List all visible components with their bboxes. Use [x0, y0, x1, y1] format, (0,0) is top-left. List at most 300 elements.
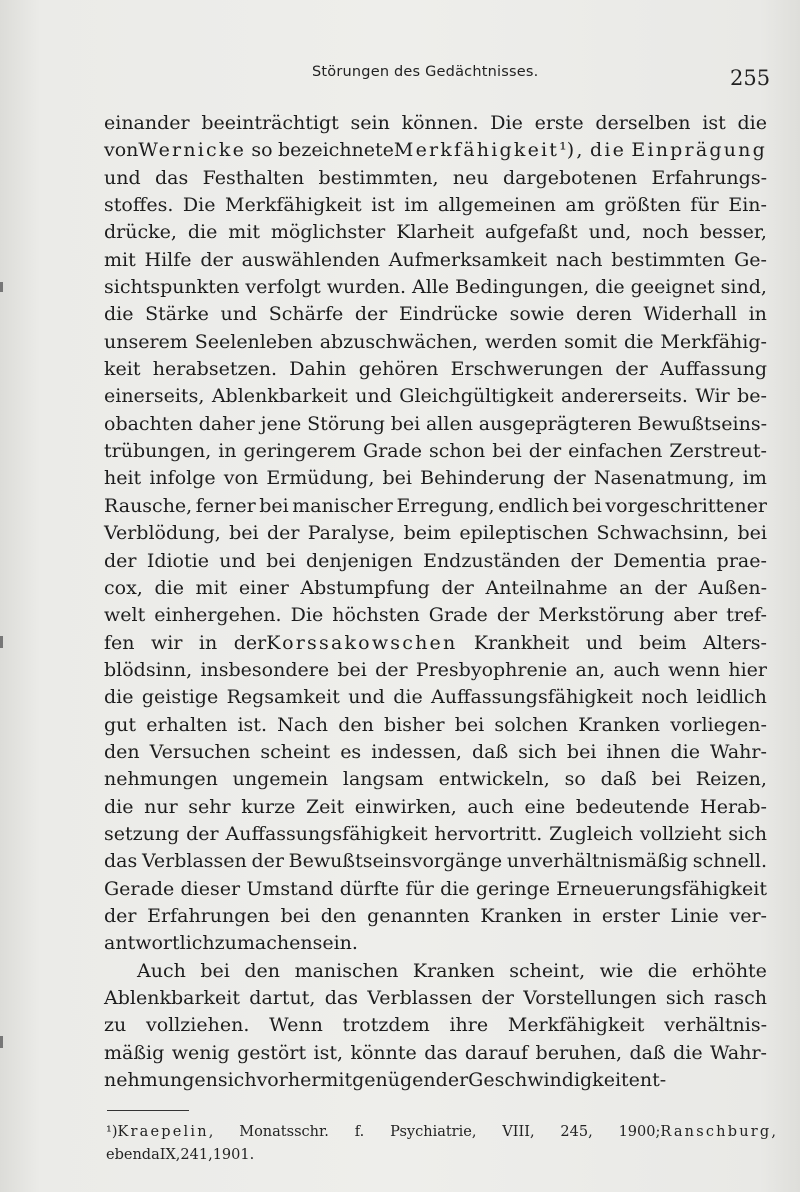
word: zu	[104, 1014, 127, 1037]
word: Kranken	[578, 713, 661, 736]
body-line	[104, 684, 767, 711]
word: gestört	[237, 1041, 307, 1064]
word: vollzieht	[639, 822, 722, 845]
word: verhältnis-	[664, 1014, 767, 1037]
word: und	[355, 385, 392, 408]
word: Grade	[428, 604, 488, 627]
word: bei	[382, 467, 412, 490]
body-line	[104, 165, 767, 192]
word: der	[266, 522, 300, 545]
word: ihnen	[606, 740, 661, 763]
word: in	[198, 631, 218, 654]
word: obachten	[104, 412, 193, 435]
word: der	[481, 987, 514, 1009]
word: bezeichneteMerkfähigkeit¹),	[277, 139, 585, 162]
word: gehören	[358, 358, 439, 381]
word: Gleichgültigkeit	[399, 385, 554, 408]
page-number: 255	[730, 66, 771, 90]
word: auswählenden	[241, 248, 380, 271]
body-line	[104, 110, 767, 137]
word: die	[595, 276, 625, 299]
word: noch	[641, 686, 688, 709]
word: der	[496, 604, 530, 627]
word: und,	[588, 221, 632, 244]
word: könnte	[350, 1041, 417, 1064]
word: Die	[182, 194, 216, 217]
word: an	[619, 576, 643, 599]
word: Ablenkbarkeit	[104, 987, 240, 1009]
word: Rausche,	[104, 494, 193, 517]
word: Wir	[695, 385, 730, 408]
word: manischen	[294, 959, 399, 982]
word: Alters-	[703, 631, 767, 654]
word: und	[348, 686, 385, 709]
word: bei	[259, 494, 289, 517]
word: Bewußtseinsvorgänge	[288, 850, 503, 873]
word: darauf	[464, 1041, 529, 1064]
word: Auffassungsfähigkeit	[431, 686, 634, 709]
word: fen	[104, 631, 135, 654]
word: bestimmten	[611, 248, 726, 271]
word: heit	[104, 467, 142, 490]
word: sich	[665, 987, 705, 1009]
word: einhergehen.	[154, 604, 282, 627]
footnote-rule	[107, 1110, 189, 1111]
word: Merkstörung	[538, 604, 665, 627]
word: Schwachsinn,	[596, 522, 730, 545]
word: sowie	[509, 303, 565, 326]
word: abzuschwächen,	[319, 330, 479, 353]
word: machen	[236, 932, 313, 955]
word: erster	[601, 904, 660, 927]
word: besser,	[699, 221, 767, 244]
word: Wenn	[269, 1014, 323, 1037]
word: bei	[737, 522, 767, 545]
word: denjenigen	[306, 549, 413, 572]
word: Zugleich	[549, 822, 634, 845]
body-line	[104, 1067, 767, 1094]
word: drücke,	[104, 221, 177, 244]
word: Widerhall	[643, 303, 737, 326]
word: Kranken	[412, 959, 495, 982]
word: wenn	[668, 658, 721, 681]
word: bei	[651, 768, 682, 791]
word: geistige	[141, 686, 219, 709]
word: in	[748, 303, 767, 326]
word: Wahr-	[709, 740, 767, 763]
word: Kranken	[480, 904, 563, 927]
word: genannten	[367, 904, 470, 927]
word: erhöhte	[691, 959, 767, 982]
word: der	[615, 358, 648, 381]
body-line	[104, 274, 767, 301]
word: der	[553, 467, 586, 490]
body-line	[104, 301, 767, 328]
word: der	[570, 549, 604, 572]
scan-edge-mark	[0, 1036, 3, 1048]
word: Erregung,	[396, 494, 495, 517]
word: die	[589, 139, 627, 162]
word: Presbyophrenie	[415, 658, 568, 681]
body-line	[104, 794, 767, 821]
word: Auffassung	[660, 358, 767, 381]
word: blödsinn,	[104, 658, 193, 681]
word: andererseits.	[561, 385, 688, 408]
word: 1900;Ranschburg,	[618, 1124, 776, 1140]
word: Die	[290, 604, 324, 627]
body-line	[104, 848, 767, 875]
word: trotzdem	[342, 1014, 430, 1037]
word: Idiotie	[146, 549, 209, 572]
word: nur	[144, 795, 178, 818]
word: ist.	[237, 713, 267, 736]
word: Krankheit	[473, 631, 570, 654]
word: Einprägung	[631, 139, 767, 162]
word: sein	[350, 112, 390, 134]
word: der	[104, 904, 137, 927]
word: für	[405, 877, 434, 900]
word: Linie	[670, 904, 719, 927]
word: die	[440, 877, 470, 900]
word: bisher	[384, 713, 445, 736]
word: einfachen	[568, 440, 663, 463]
word: allen	[425, 412, 473, 435]
word: unverhältnismäßig	[506, 850, 688, 873]
word: IX,	[159, 1147, 181, 1163]
word: sich	[518, 740, 557, 763]
word: bei	[390, 412, 421, 435]
body-text	[104, 110, 767, 1094]
word: rasch	[713, 987, 767, 1009]
word: die	[104, 686, 134, 709]
word: entwickeln,	[438, 768, 550, 791]
body-line	[104, 602, 767, 629]
word: Grade	[363, 440, 423, 463]
body-line	[104, 657, 767, 684]
word: Reizen,	[695, 768, 767, 791]
word: langsam	[342, 768, 424, 791]
word: Aufmerksamkeit	[388, 248, 548, 271]
body-line	[104, 438, 767, 465]
word: bei	[229, 522, 259, 545]
word: ihre	[449, 1014, 489, 1037]
word: ist	[371, 194, 395, 217]
word: die	[647, 959, 678, 982]
word: können.	[401, 112, 479, 134]
body-line	[104, 493, 767, 520]
word: bei	[337, 658, 367, 681]
word: den	[244, 959, 281, 982]
word: beeinträchtigt	[201, 112, 339, 134]
word: bestimmten,	[318, 166, 439, 189]
word: die	[670, 740, 700, 763]
word: prae-	[716, 549, 767, 572]
word: der	[104, 549, 137, 572]
word: Vorstellungen	[523, 987, 657, 1009]
word: gut	[104, 713, 137, 736]
scan-edge-mark	[0, 282, 3, 292]
word: auch	[467, 795, 514, 818]
word: somit	[564, 330, 618, 353]
word: der	[354, 303, 388, 326]
word: sichtspunkten	[104, 276, 240, 299]
word: Verblassen	[367, 987, 473, 1009]
word: bei	[454, 713, 485, 736]
word: Seelenleben	[194, 330, 313, 353]
word: Anteilnahme	[485, 576, 608, 599]
word: den	[104, 740, 140, 763]
word: die	[104, 795, 134, 818]
word: Versuchen	[149, 740, 251, 763]
word: 241,	[180, 1147, 213, 1163]
word: höchsten	[332, 604, 420, 627]
word: dartut,	[249, 987, 316, 1009]
word: Verblassen	[141, 850, 247, 873]
word: dürfte	[339, 877, 400, 900]
body-line	[104, 356, 767, 383]
word: sein.	[312, 932, 358, 955]
word: ferner	[195, 494, 256, 517]
word: manischer	[292, 494, 393, 517]
word: das	[155, 166, 189, 189]
word: wenig	[171, 1041, 230, 1064]
body-line	[104, 766, 767, 793]
word: der	[375, 658, 408, 681]
word: bei	[572, 494, 602, 517]
word: Stärke	[145, 303, 209, 326]
word: in	[218, 440, 237, 463]
word: und	[585, 631, 623, 654]
word: wie	[599, 959, 634, 982]
body-line	[104, 137, 767, 164]
word: derselben	[595, 112, 691, 134]
word: den	[338, 713, 374, 736]
word: vorliegen-	[670, 713, 767, 736]
word: setzung	[104, 822, 180, 845]
word: größten	[604, 194, 681, 217]
word: das	[104, 850, 138, 873]
word: schon	[428, 440, 486, 463]
body-line	[104, 247, 767, 274]
word: so	[251, 139, 273, 162]
body-line	[104, 1040, 767, 1067]
word: bei	[280, 904, 311, 927]
word: die	[154, 576, 184, 599]
word: Zeit	[305, 795, 345, 818]
word: Nasenatmung,	[593, 467, 735, 490]
body-line	[104, 520, 767, 547]
body-line	[104, 712, 767, 739]
word: nehmungen	[104, 768, 218, 791]
word: Ge-	[734, 248, 767, 271]
word: erhalten	[146, 713, 228, 736]
word: hervortritt.	[434, 822, 543, 845]
word: sich	[728, 822, 767, 845]
footnote-line	[106, 1121, 776, 1144]
word: Monatsschr.	[239, 1124, 329, 1140]
body-line	[104, 383, 767, 410]
word: beruhen,	[535, 1041, 623, 1064]
word: vorgeschrittener	[605, 494, 767, 517]
word: kurze	[241, 795, 296, 818]
word: sich	[217, 1069, 257, 1092]
word: mit	[104, 248, 136, 271]
body-line	[104, 958, 767, 985]
word: allgemeinen	[437, 194, 556, 217]
running-title: Störungen des Gedächtnisses.	[312, 64, 539, 80]
word: werden	[484, 330, 558, 353]
word: solchen	[494, 713, 569, 736]
body-line	[104, 329, 767, 356]
word: Nach	[277, 713, 329, 736]
word: dargebotenen	[503, 166, 638, 189]
word: daß	[600, 768, 637, 791]
word: im	[404, 194, 429, 217]
word: jene	[260, 412, 302, 435]
word: Außen-	[698, 576, 767, 599]
word: Verblödung,	[104, 522, 221, 545]
word: mäßig	[104, 1041, 165, 1064]
word: Störung	[307, 412, 385, 435]
word: für	[690, 194, 719, 217]
word: deren	[575, 303, 632, 326]
word: leidlich	[696, 686, 767, 709]
word: möglichster	[270, 221, 386, 244]
word: 1901.	[212, 1147, 255, 1163]
word: neu	[452, 166, 489, 189]
word: vollziehen.	[145, 1014, 250, 1037]
body-line	[104, 411, 767, 438]
word: daher	[198, 412, 255, 435]
word: Geschwindigkeit	[468, 1069, 629, 1092]
word: 245,	[560, 1124, 593, 1140]
word: Auffassungsfähigkeit	[225, 822, 428, 845]
word: ¹)Kraepelin,	[106, 1124, 214, 1140]
word: die	[393, 686, 423, 709]
body-line	[104, 548, 767, 575]
word: an,	[575, 658, 606, 681]
body-line	[104, 903, 767, 930]
word: die	[623, 330, 654, 353]
word: verfolgt	[245, 276, 321, 299]
word: mit	[195, 576, 228, 599]
word: Merkfähigkeit	[225, 194, 362, 217]
word: Erschwerungen	[450, 358, 603, 381]
word: noch	[642, 221, 689, 244]
word: Die	[490, 112, 523, 134]
word: mit	[228, 221, 260, 244]
word: Erfahrungs-	[651, 166, 767, 189]
word: der	[528, 440, 562, 463]
word: am	[565, 194, 595, 217]
word: scheint	[260, 740, 331, 763]
page-header	[0, 64, 800, 88]
word: Umstand	[246, 877, 334, 900]
body-line	[104, 465, 767, 492]
word: f.	[354, 1124, 365, 1140]
word: Merkfähigkeit	[507, 1014, 645, 1037]
word: Zerstreut-	[669, 440, 767, 463]
word: Festhalten	[202, 166, 305, 189]
word: ebenda	[106, 1147, 160, 1163]
word: Behinderung	[420, 467, 546, 490]
word: bei	[492, 440, 522, 463]
body-line	[104, 985, 767, 1012]
word: Wahr-	[710, 1041, 767, 1064]
word: einerseits,	[104, 385, 205, 408]
word: einander	[104, 112, 190, 134]
word: trübungen,	[104, 440, 212, 463]
word: Klarheit	[396, 221, 475, 244]
word: und	[104, 166, 141, 189]
word: ist	[702, 112, 726, 134]
word: VIII,	[502, 1124, 535, 1140]
word: aber	[673, 604, 718, 627]
word: vonWernicke	[104, 139, 247, 162]
word: Schärfe	[268, 303, 344, 326]
word: tref-	[726, 604, 767, 627]
word: ent-	[628, 1069, 667, 1092]
word: welt	[104, 604, 146, 627]
word: nehmungen	[104, 1069, 218, 1092]
word: scheint,	[509, 959, 586, 982]
footnote-line	[106, 1144, 776, 1167]
word: es	[340, 740, 362, 763]
word: infolge	[149, 467, 216, 490]
word: schnell.	[692, 850, 767, 873]
word: einer	[238, 576, 289, 599]
word: das	[424, 1041, 458, 1064]
word: einwirken,	[354, 795, 457, 818]
word: und	[219, 549, 256, 572]
word: beim	[403, 522, 452, 545]
word: und	[220, 303, 258, 326]
word: bei	[200, 959, 230, 982]
word: Bedingungen,	[455, 276, 590, 299]
word: daß	[471, 740, 509, 763]
word: die	[104, 303, 134, 326]
word: aufgefaßt	[485, 221, 578, 244]
word: in	[572, 904, 592, 927]
word: Dementia	[613, 549, 707, 572]
word: indessen,	[371, 740, 462, 763]
word: Regsamkeit	[226, 686, 340, 709]
body-line	[104, 575, 767, 602]
word: antwortlich	[104, 932, 215, 955]
word: derKorssakowschen	[233, 631, 458, 654]
word: von	[223, 467, 259, 490]
scan-edge-mark	[0, 636, 3, 648]
word: ist,	[313, 1041, 344, 1064]
word: so	[564, 768, 586, 791]
word: Gerade	[104, 877, 175, 900]
word: geeignet	[630, 276, 715, 299]
word: Alle	[412, 276, 450, 299]
word: Paralyse,	[307, 522, 396, 545]
word: der	[251, 850, 284, 873]
word: der	[186, 822, 219, 845]
body-line	[104, 739, 767, 766]
word: vorher	[256, 1069, 321, 1092]
word: auch	[613, 658, 660, 681]
word: insbesondere	[200, 658, 330, 681]
word: cox,	[104, 576, 143, 599]
word: be-	[737, 385, 767, 408]
word: Erneuerungsfähigkeit	[556, 877, 767, 900]
word: ungemein	[232, 768, 329, 791]
word: mit	[320, 1069, 353, 1092]
word: Psychiatrie,	[390, 1124, 477, 1140]
